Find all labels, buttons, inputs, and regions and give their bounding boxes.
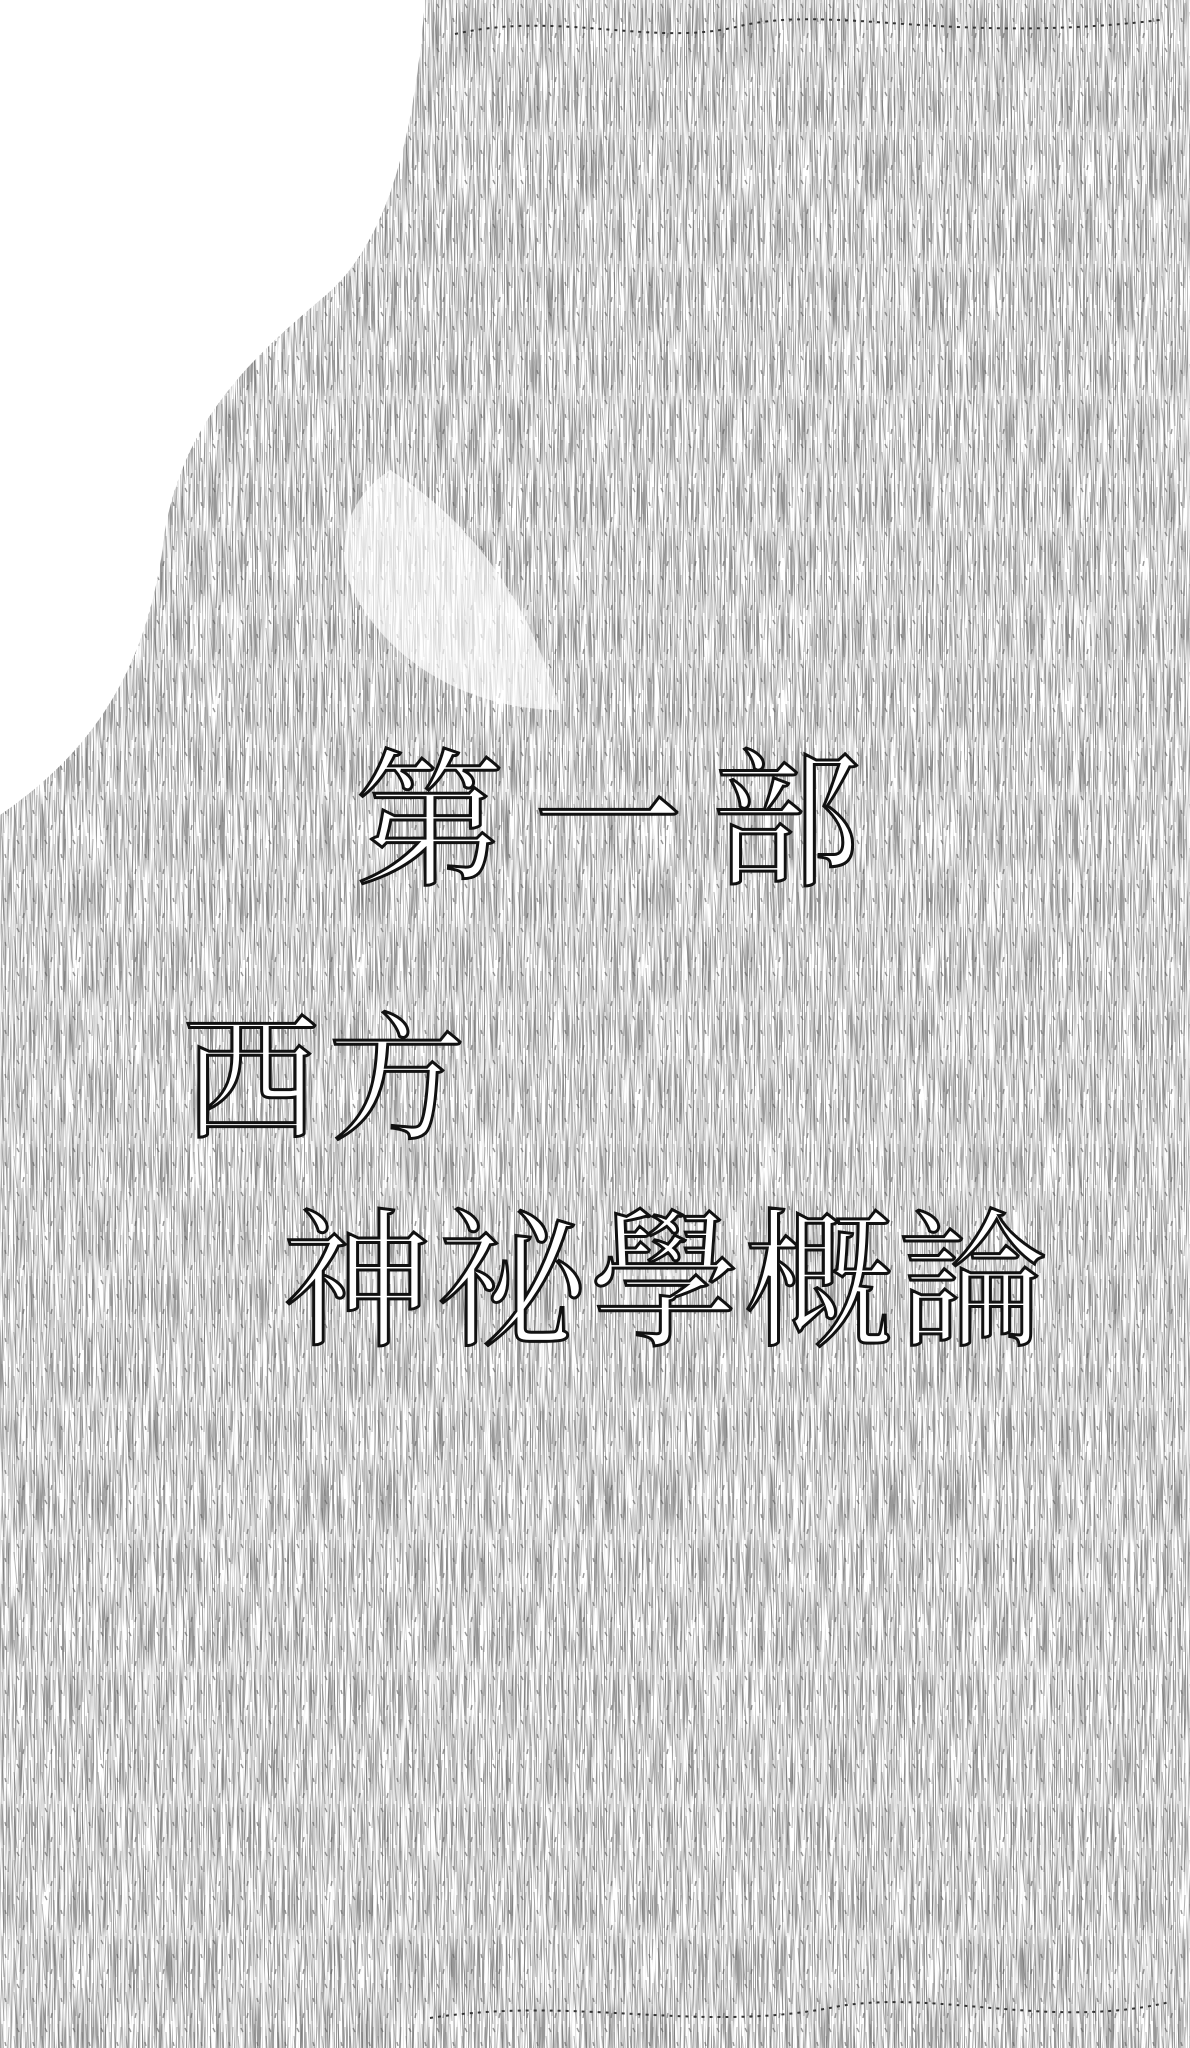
title-line-occultism-introduction: 神祕學概論 <box>282 1196 1053 1370</box>
part-heading: 第一部 <box>355 736 890 910</box>
title-line-west: 西方 <box>182 1000 475 1161</box>
